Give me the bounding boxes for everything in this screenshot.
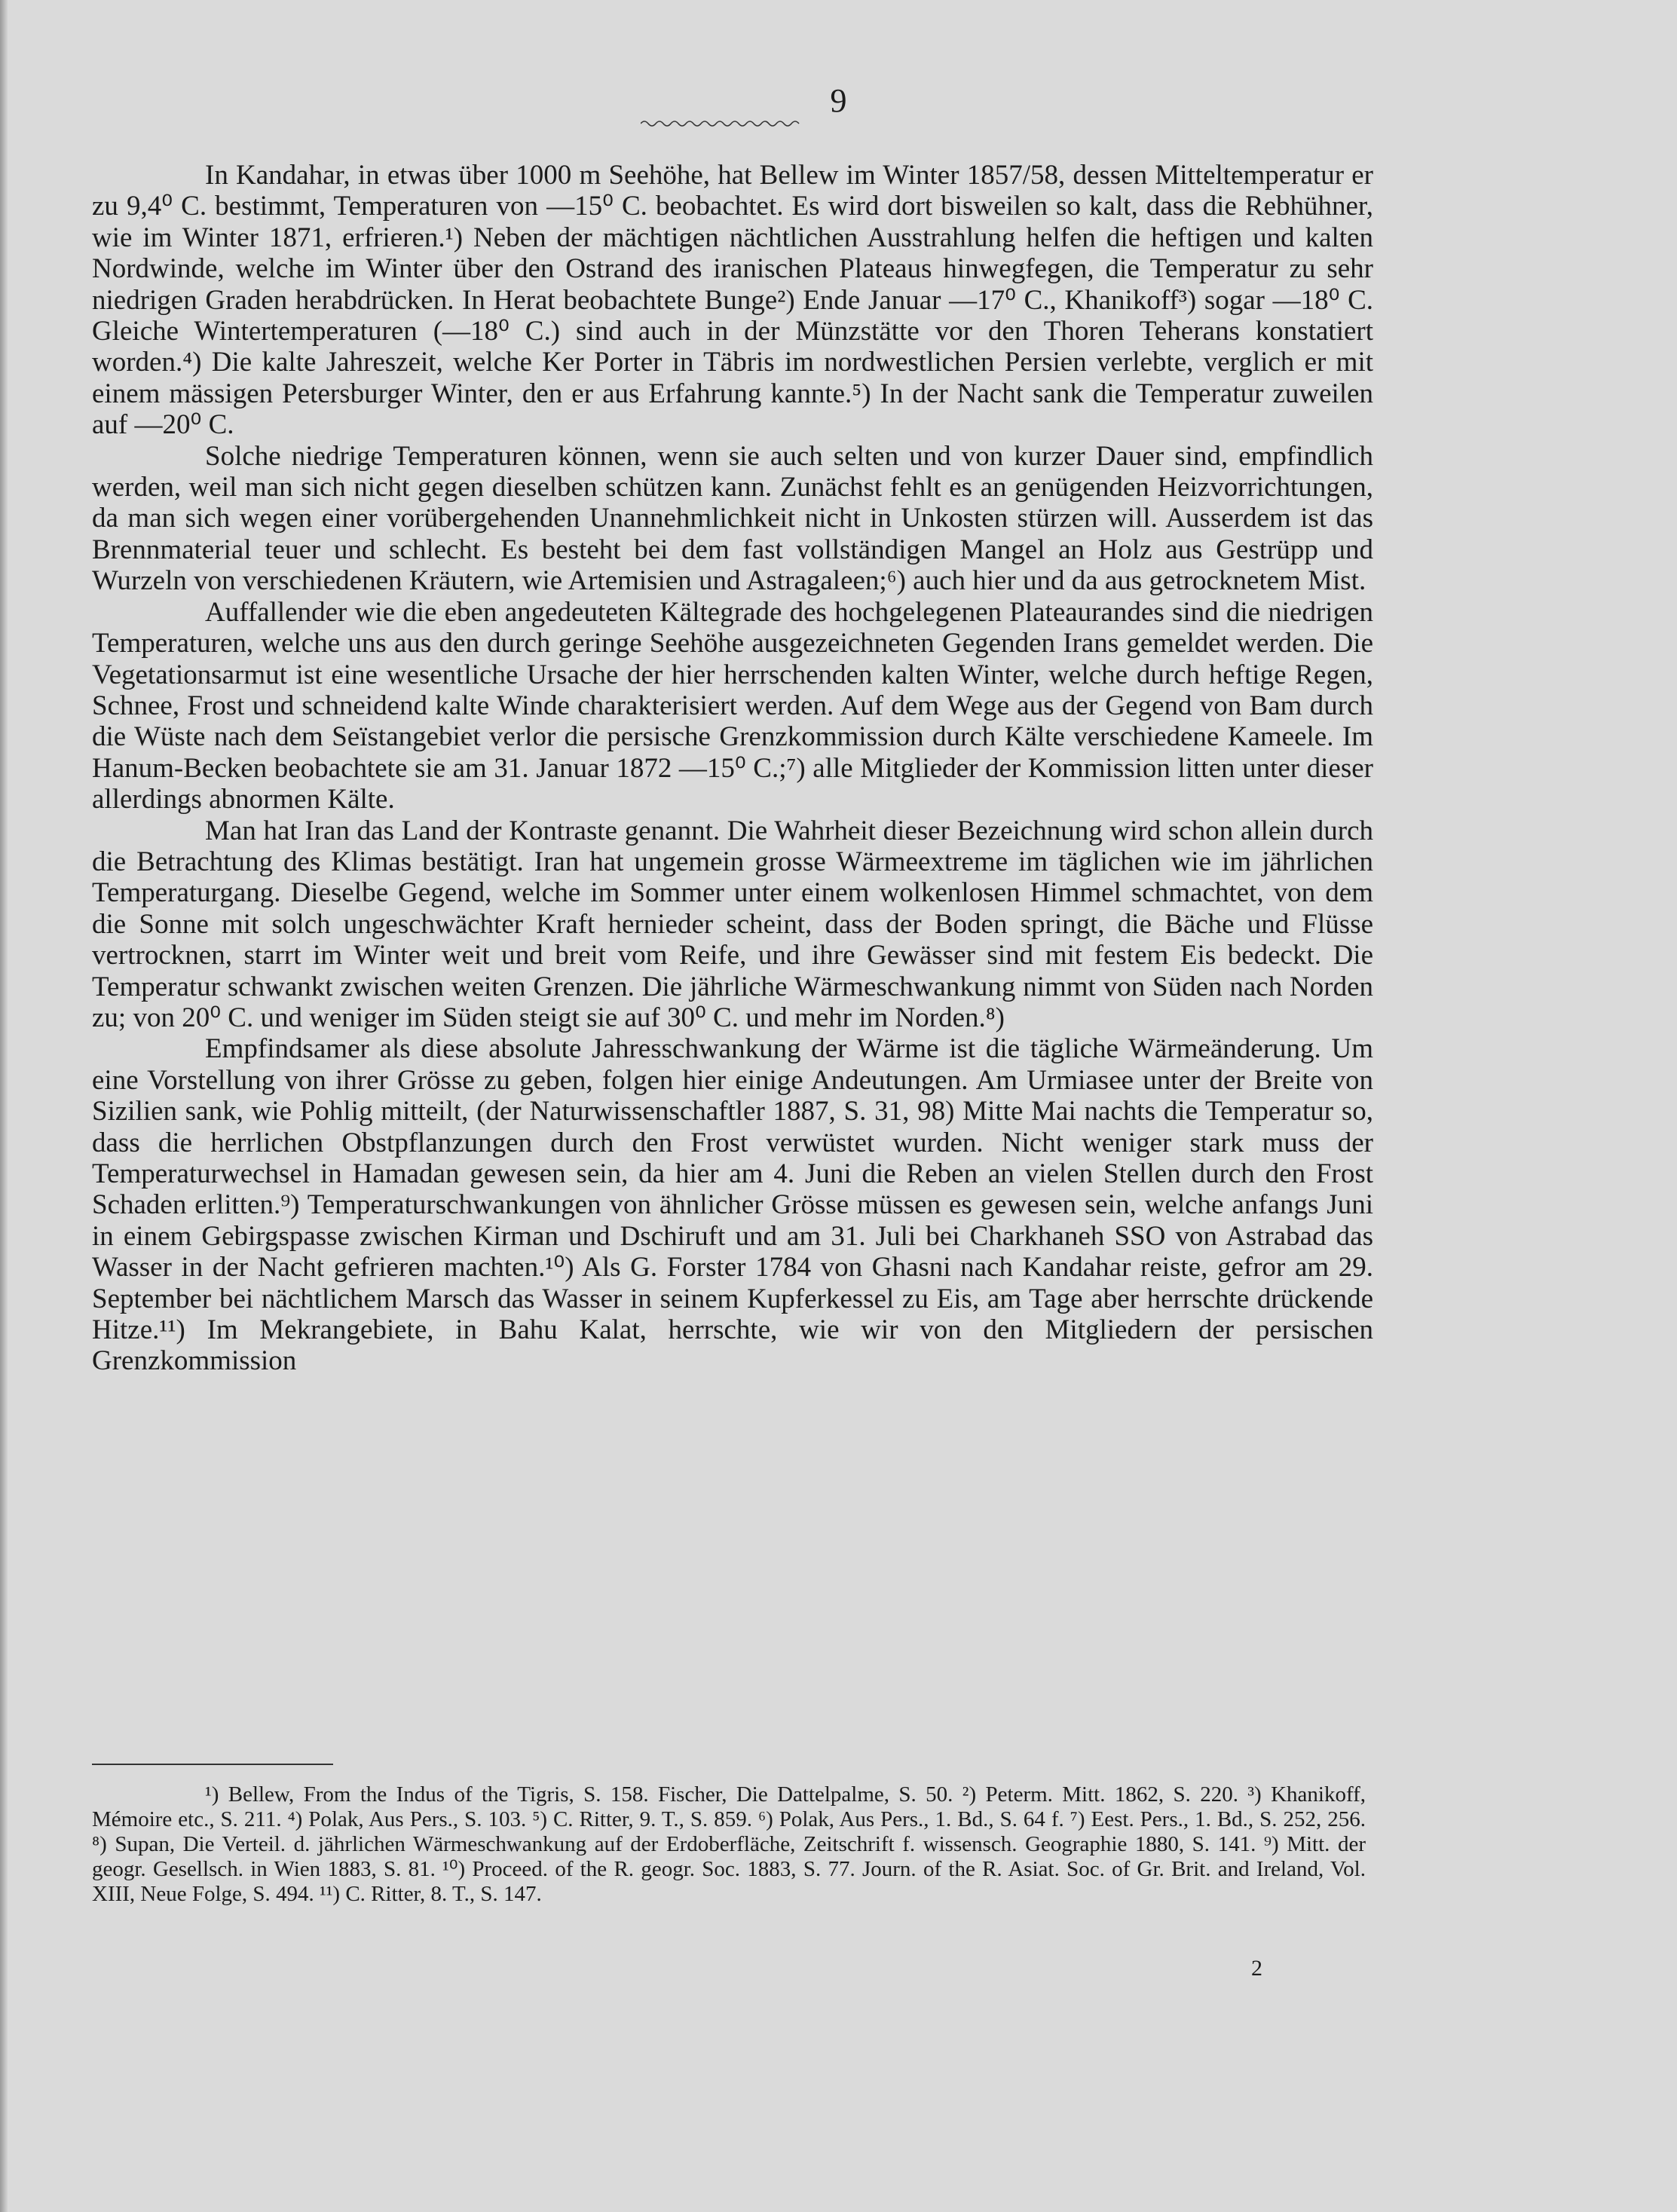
paragraph: Auffallender wie die eben angedeuteten Kältegrade des hochgelegenen Plateaurandes sind die niedrigen Temperaturen, welche uns aus den durch geringe Seehöhe ausgezeichneten Gegenden Irans gemeldet werden. Die Vegetationsarmut ist eine wesentliche Ursache der hier herrschenden kalten Winter, welche durch heftige Regen, Schnee, Frost und schneidend kalte Winde charakterisiert werden. Auf dem Wege aus der Gegend von Bam durch die Wüste nach dem Seïstangebiet verlor die persische Grenzkommission durch Kälte verschiedene Kameele. Im Hanum-Becken beobachtete sie am 31. Januar 1872 —15⁰ C.;⁷) alle Mitglieder der Kommission litten unter dieser allerdings abnormen Kälte.	[92, 596, 1373, 815]
header-ornament	[641, 119, 803, 128]
paragraph: Empfindsamer als diese absolute Jahresschwankung der Wärme ist die tägliche Wärmeänderung. Um eine Vorstellung von ihrer Grösse zu geben, folgen hier einige Andeutungen. Am Urmiasee unter der Breite von Sizilien sank, wie Pohlig mitteilt, (der Naturwissenschaftler 1887, S. 31, 98) Mitte Mai nachts die Temperatur so, dass die herrlichen Obstpflanzungen durch den Frost verwüstet wurden. Nicht weniger stark muss der Temperaturwechsel in Hamadan gewesen sein, da hier am 4. Juni die Reben an vielen Stellen durch den Frost Schaden erlitten.⁹) Temperaturschwankungen von ähnlicher Grösse müssen es gewesen sein, welche anfangs Juni in einem Gebirgspasse zwischen Kirman und Dschiruft und am 31. Juli bei Charkhaneh SSO von Astrabad das Wasser in der Nacht gefrieren machten.¹⁰) Als G. Forster 1784 von Ghasni nach Kandahar reiste, gefror am 29. September bei nächtlichem Marsch das Wasser in seinem Kupferkessel zu Eis, am Tage aber herrschte drückende Hitze.¹¹) Im Mekrangebiete, in Bahu Kalat, herrschte, wie wir von den Mitgliedern der persischen Grenzkommission	[92, 1033, 1373, 1377]
paragraph: Man hat Iran das Land der Kontraste genannt. Die Wahrheit dieser Bezeichnung wird schon allein durch die Betrachtung des Klimas bestätigt. Iran hat ungemein grosse Wärmeextreme im täglichen wie im jährlichen Temperaturgang. Dieselbe Gegend, welche im Sommer unter einem wolkenlosen Himmel schmachtet, von dem die Sonne mit solch ungeschwächter Kraft hernieder scheint, dass der Boden springt, die Bäche und Flüsse vertrocknen, starrt im Winter weit und breit vom Reife, und ihre Gewässer sind mit festem Eis bedeckt. Die Temperatur schwankt zwischen weiten Grenzen. Die jährliche Wärmeschwankung nimmt von Süden nach Norden zu; von 20⁰ C. und weniger im Süden steigt sie auf 30⁰ C. und mehr im Norden.⁸)	[92, 815, 1373, 1033]
paragraph: In Kandahar, in etwas über 1000 m Seehöhe, hat Bellew im Winter 1857/58, dessen Mitteltemperatur er zu 9,4⁰ C. bestimmt, Temperaturen von —15⁰ C. beobachtet. Es wird dort bisweilen so kalt, dass die Rebhühner, wie im Winter 1871, erfrieren.¹) Neben der mächtigen nächtlichen Ausstrahlung helfen die heftigen und kalten Nordwinde, welche im Winter über den Ostrand des iranischen Plateaus hinwegfegen, die Temperatur zu sehr niedrigen Graden herabdrücken. In Herat beobachtete Bunge²) Ende Januar —17⁰ C., Khanikoff³) sogar —18⁰ C. Gleiche Wintertemperaturen (—18⁰ C.) sind auch in der Münzstätte vor den Thoren Teherans konstatiert worden.⁴) Die kalte Jahreszeit, welche Ker Porter in Täbris im nordwestlichen Persien verlebte, verglich er mit einem mässigen Petersburger Winter, den er aus Erfahrung kannte.⁵) In der Nacht sank die Temperatur zuweilen auf —20⁰ C.	[92, 160, 1373, 441]
footnote-divider	[92, 1764, 333, 1765]
footnotes	[92, 1782, 1366, 1907]
paragraph: Solche niedrige Temperaturen können, wenn sie auch selten und von kurzer Dauer sind, empfindlich werden, weil man sich nicht gegen dieselben schützen kann. Zunächst fehlt es an genügenden Heizvorrichtungen, da man sich wegen einer vorübergehenden Unannehmlichkeit nicht in Unkosten stürzen will. Ausserdem ist das Brennmaterial teuer und schlecht. Es besteht bei dem fast vollständigen Mangel an Holz aus Gestrüpp und Wurzeln von verschiedenen Kräutern, wie Artemisien und Astragaleen;⁶) auch hier und da aus getrocknetem Mist.	[92, 440, 1373, 597]
footnote-text: ¹) Bellew, From the Indus of the Tigris, S. 158. Fischer, Die Dattelpalme, S. 50. ²) Peterm. Mitt. 1862, S. 220. ³) Khanikoff, Mémoire etc., S. 211. ⁴) Polak, Aus Pers., S. 103. ⁵) C. Ritter, 9. T., S. 859. ⁶) Polak, Aus Pers., 1. Bd., S. 64 f. ⁷) Eest. Pers., 1. Bd., S. 252, 256. ⁸) Supan, Die Verteil. d. jährlichen Wärmeschwankung auf der Erdoberfläche, Zeitschrift f. wissensch. Geographie 1880, S. 141. ⁹) Mitt. der geogr. Gesellsch. in Wien 1883, S. 81. ¹⁰) Proceed. of the R. geogr. Soc. 1883, S. 77. Journ. of the R. Asiat. Soc. of Gr. Brit. and Ireland, Vol. XIII, Neue Folge, S. 494. ¹¹) C. Ritter, 8. T., S. 147.	[92, 1782, 1366, 1906]
page-binding-edge	[0, 0, 8, 2212]
signature-mark: 2	[1251, 1956, 1262, 1981]
main-text	[92, 160, 1373, 1377]
page-number: 9	[830, 82, 847, 119]
